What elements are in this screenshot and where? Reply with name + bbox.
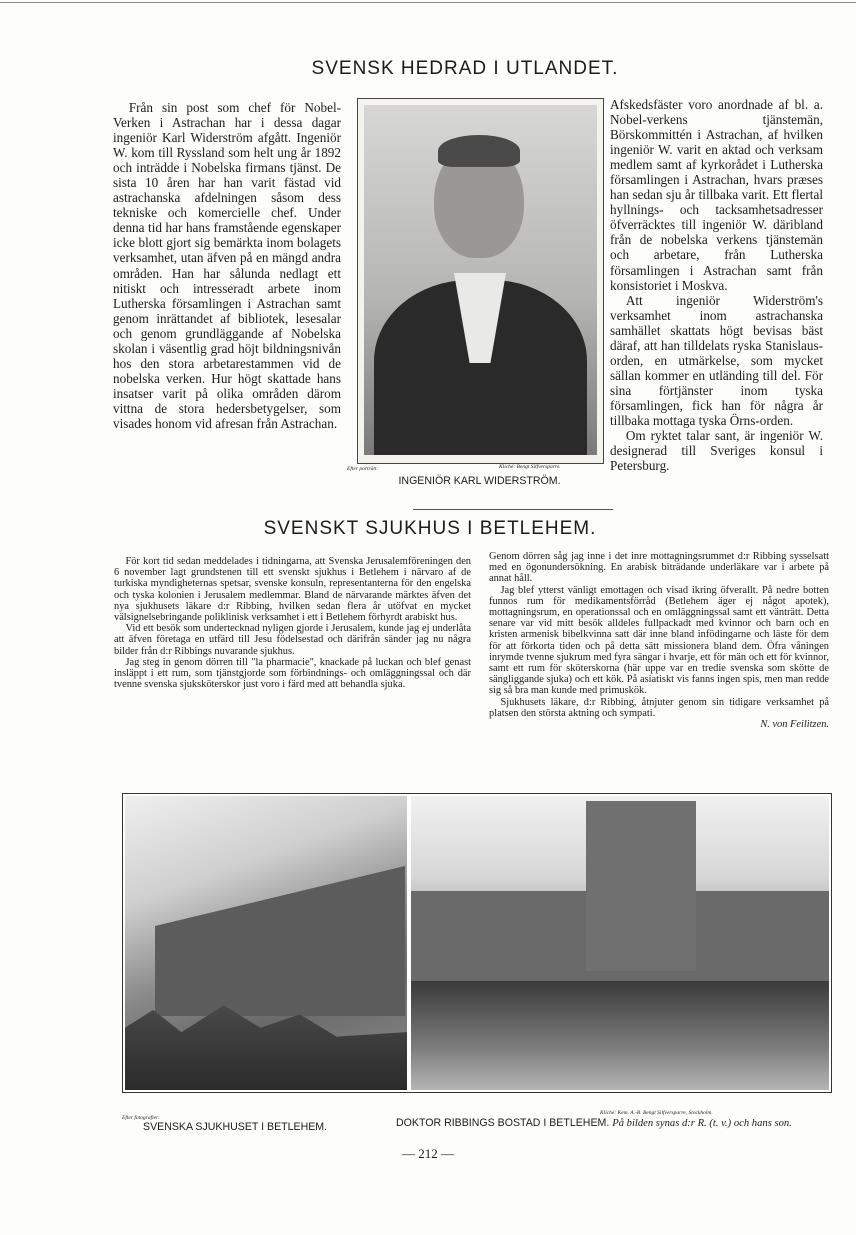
article-2-paragraph: Sjukhusets läkare, d:r Ribbing, åtnjuter genom sin tidigare verksamhet på platsen den största aktning och sympati. xyxy=(489,696,829,719)
photo-credit-left: Efter fotografier. xyxy=(122,1115,159,1121)
article-1-paragraph: Om ryktet talar sant, är ingeniör W. designerad till Sveriges konsul i Petersburg. xyxy=(610,428,823,474)
page-number: — 212 — xyxy=(402,1146,454,1161)
article-2-paragraph: Jag steg in genom dörren till "la pharmacie", knackade på luckan och blef genast insläppt i ett rum, som tjänstgjorde som förbindnings- och omläggningssal och där tvenne svenska sjuksköterskor just voro i färd med att behandla sjuka. xyxy=(114,656,471,691)
portrait-photo-karl-widerstrom xyxy=(364,105,597,455)
article-2-column-left xyxy=(114,556,471,690)
article-1-paragraph: Afskedsfäster voro anordnade af bl. a. Nobel-verkens tjänstemän, Börskommittén i Astrachan, af hvilken ingeniör W. varit en aktad och verksam medlem samt af kyrkorådet i Lutherska församlingen i Astrachan, hvars præses han sedan sju år tillbaka varit. Ett flertal hyllnings- och tacksamhetsadresser öfverräcktes till ingeniör W. däribland från de nobelska verkens tjänstemän och arbetare, från Lutherska församlingen i Astrachan samt från konsistoriet i Moskva. xyxy=(610,97,823,293)
article-1-paragraph: Från sin post som chef för Nobel-Verken i Astrachan har i dessa dagar ingeniör Karl Widerström afgått. Ingeniör W. kom till Ryssland som helt ung år 1892 och inträdde i Nobelska firmans tjänst. De sista 10 åren har han varit fästad vid astrachanska afdelningen såsom dess tekniske och komercielle chef. Under denna tid har hans framstående egenskaper icke blott gjort sig bemärkta inom bolagets verksamhet, utan äfven på en mängd andra områden. Han har sålunda nedlagt ett nitiskt och intresseradt arbete inom Lutherska församlingen i Astrachan samt genom inrättandet af bibliotek, lesesalar och genom grundläggande af Nobelska skolan i väsentlig grad höjt bildningsnivån hos den stora arbetarestammen vid de nobelska verken. Hur högt skattade hans insatser varit på olika områden därom vittna de stora hedersbetygelser, som visades honom vid afresan från Astrachan. xyxy=(113,100,341,431)
article-2-paragraph: Genom dörren såg jag inne i det inre mottagningsrummet d:r Ribbing sysselsatt med en ögonundersökning. En arabisk biträdande underläkare var i arbete på annat håll. xyxy=(489,551,829,585)
photo-caption-residence-note: På bilden synas d:r R. (t. v.) och hans son. xyxy=(612,1118,792,1129)
article-2-paragraph: För kort tid sedan meddelades i tidningarna, att Svenska Jerusalemföreningen den 6 november lagt grundstenen till ett svenskt sjukhus i Betlehem i närvaro af de turkiska myndigheternas spetsar, svenske konsuln, representanterna för den engelska och tyska kolonien i Jerusalem medlemmar. Bland de närvarande märktes äfven det nya sjukhusets läkare d:r Ribbing, hvilken sedan flera år utöfvat en mycket välsignelsebringande poliklinisk verksamhet i ett i Betlehem förhyrdt arabiskt hus. xyxy=(114,556,471,624)
article-1-column-right xyxy=(610,97,823,473)
headline-swedish-honored-abroad: SVENSK HEDRAD I UTLANDET. xyxy=(311,58,619,79)
top-rule xyxy=(0,2,856,3)
headline-swedish-hospital-bethlehem: SVENSKT SJUKHUS I BETLEHEM. xyxy=(263,518,597,539)
photo-caption-hospital: SVENSKA SJUKHUSET I BETLEHEM. xyxy=(143,1121,328,1133)
portrait-credit-right: Kliché: Bengt Silfversparre. xyxy=(499,464,561,470)
article-2-paragraph: Vid ett besök som undertecknad nyligen gjorde i Jerusalem, kunde jag ej underlåta att äfven företaga en utfärd till Jesu födelsestad och därifrån sänder jag nu några bilder från d:r Ribbings nuvarande sjukhus. xyxy=(114,623,471,657)
photo-caption-residence xyxy=(396,1117,834,1130)
portrait-frame xyxy=(357,98,604,464)
portrait-caption: INGENIÖR KARL WIDERSTRÖM. xyxy=(398,475,561,487)
article-2-column-right xyxy=(489,551,829,730)
article-2-paragraph: Jag blef ytterst vänligt emottagen och visad ikring öfverallt. På nedre botten funnos rum för medikamentsförråd (Betlehem äger ej något apotek), mottagningsrum, en operationssal och en omläggningssal samt ett vänträtt. Detta senare var vid mitt besök alldeles fullpackadt med kvinnor och barn och en kristen armenisk bibelkvinna satt där inne bland infödingarne och läste för dem för att förkorta tiden och på detta sätt missionera bland dem. Öfra våningen inrymde tvenne sjukrum med fyra sängar i hvarje, ett för män och ett för kvinnor, samt ett rum för sköterskorna (här uppe var en tredie svenska som skötte de sängliggande sjuka) och ett kök. På asiatiskt vis fanns ingen spis, men man redde sig så bra man kunde med primuskök. xyxy=(489,584,829,697)
article-1-paragraph: Att ingeniör Widerström's verksamhet inom astrachanska samhället skattats högt bevisas bäst däraf, att han tilldelats ryska Stanislaus-orden, en utmärkelse, som mycket sällan kommer en utländing till del. För sina förtjänster inom tyska församlingen, fick han för några år tillbaka mottaga tyska Örns-orden. xyxy=(610,292,823,428)
photo-spread xyxy=(122,793,832,1093)
portrait-credit-left: Efter porträtt. xyxy=(347,466,378,472)
article-1-column-left xyxy=(113,100,341,431)
photo-caption-residence-title: DOKTOR RIBBINGS BOSTAD I BETLEHEM. xyxy=(396,1117,610,1129)
photo-swedish-hospital xyxy=(125,796,407,1090)
photo-ribbing-residence xyxy=(411,796,829,1090)
photo-credit-right: Kliché: Kem. A.-B. Bengt Silfversparre, Stockholm. xyxy=(600,1110,713,1116)
author-signature: N. von Feilitzen. xyxy=(760,719,829,731)
section-divider xyxy=(413,509,613,510)
